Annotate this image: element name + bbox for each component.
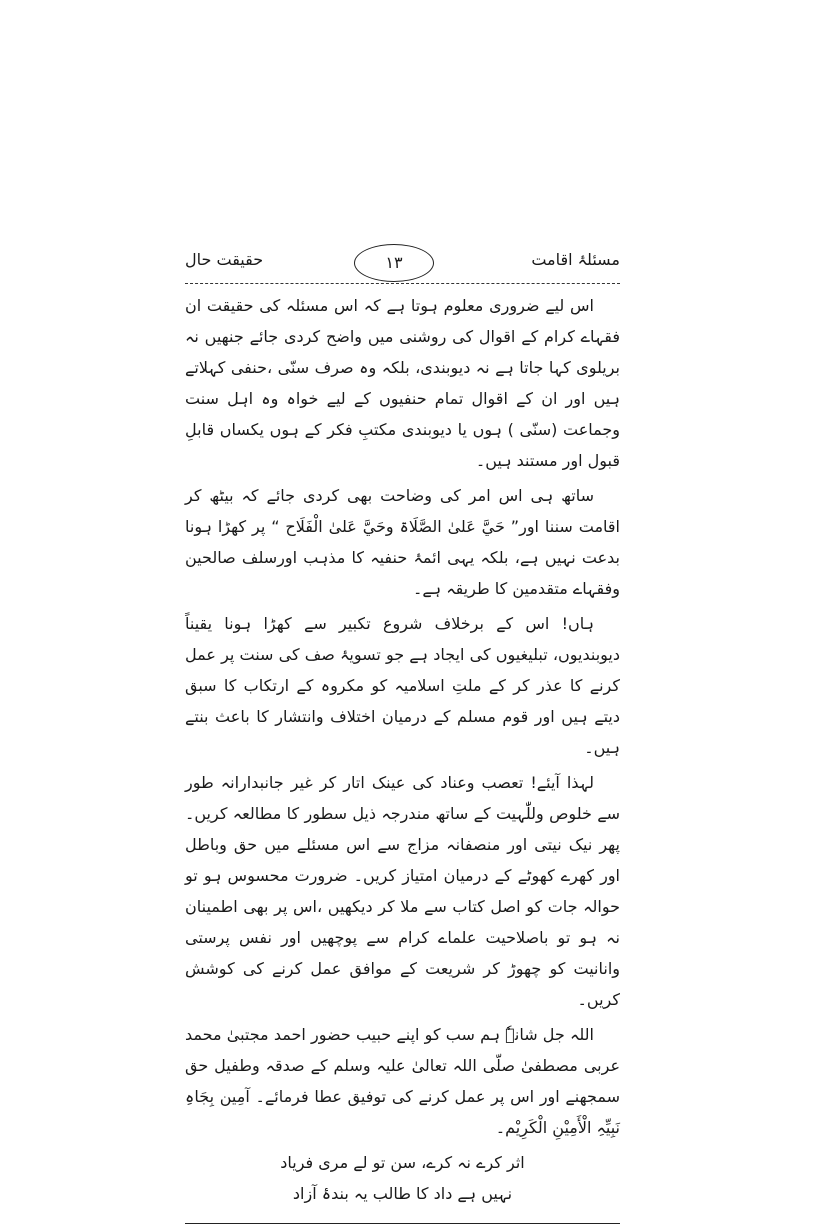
text-line: لہذا آیئے! تعصب وعناد کی عینک اتار کر غیر جانبدارانہ طور سے خلوص وللّٰہیت کے: [185, 773, 620, 823]
paragraph: [185, 290, 620, 476]
text-line: اصل کتاب سے ملا کر دیکھیں ،اس پر بھی اطمینان نہ ہو تو باصلاحیت علماے کرام سے: [185, 897, 620, 947]
text-line: علیہ وسلم کے صدقہ وطفیل حق سمجھنے اور اس پر عمل کرنے کی توفیق عطا فرمائے۔ آمِین بِجَاہِ: [185, 1056, 620, 1106]
text-line: ارتکاب کا سبق دیتے ہیں اور قوم مسلم کے درمیان اختلاف وانتشار کا باعث بنتے ہیں۔: [185, 676, 620, 757]
paragraph: [185, 480, 620, 604]
text-line: عَلیٰ الصَّلَاۃ وحَيَّ عَلیٰ الْفَلَاح “ پر کھڑا ہونا بدعت نہیں ہے، بلکہ یہی ائمۂ حنفیہ کا مذہب: [185, 517, 620, 567]
verse-line: اثر کرے نہ کرے، سن تو لے مری فریاد: [280, 1153, 525, 1172]
header-divider: [185, 283, 620, 284]
text-line: نَبِیِّہِ الْأَمِیْنِ الْکَرِیْم۔: [495, 1118, 620, 1137]
paragraph: [185, 1019, 620, 1143]
text-line: وجماعت (سنّی ) ہوں یا دیوبندی مکتبِ فکر کے ہوں یکساں قابلِ قبول اور مستند ہیں۔: [185, 420, 620, 470]
text-line: ساتھ مندرجہ ذیل سطور کا مطالعہ کریں۔ پھر نیک نیتی اور منصفانہ مزاج سے اس مسئلے میں: [185, 804, 620, 854]
page-number: ۱۳: [354, 244, 434, 282]
text-line: اقوال کی روشنی میں واضح کردی جائے جنھیں نہ بریلوی کہا جاتا ہے نہ دیوبندی، بلکہ وہ: [185, 327, 621, 377]
text-line: ایجاد ہے جو تسویۂ صف کی سنت پر عمل کرنے کا عذر کر کے ملتِ اسلامیہ کو مکروہ کے: [185, 645, 621, 695]
text-line: اورسلف صالحین وفقہاے متقدمین کا طریقہ ہے۔: [185, 548, 620, 598]
book-title: مسئلۂ اقامت: [531, 250, 620, 269]
paragraph: [185, 608, 620, 763]
text-line: اس لیے ضروری معلوم ہوتا ہے کہ اس مسئلہ کی حقیقت ان فقہاے کرام کے: [185, 296, 621, 346]
chapter-title: حقیقت حال: [185, 250, 264, 269]
text-line: ساتھ ہی اس امر کی وضاحت بھی کردی جائے کہ بیٹھ کر اقامت سننا اور” حَيَّ: [185, 486, 620, 536]
paragraph: [185, 767, 620, 1015]
text-line: حق وباطل اور کھرے کھوٹے کے درمیان امتیاز کریں۔ ضرورت محسوس ہو تو حوالہ جات کو: [185, 835, 620, 916]
text-line: ہاں! اس کے برخلاف شروع تکبیر سے کھڑا ہونا یقیناً دیوبندیوں، تبلیغیوں کی: [185, 614, 620, 664]
text-line: صرف سنّی ،حنفی کہلاتے ہیں اور ان کے اقوال تمام حنفیوں کے لیے خواہ وہ اہل سنت: [185, 358, 620, 408]
text-line: اللہ جل شانہٗ ہم سب کو اپنے حبیب حضور احمد مجتبیٰ محمد عربی مصطفیٰ صلّی اللہ تعالیٰ: [185, 1025, 620, 1075]
body-text: [185, 290, 620, 1224]
verse-line: نہیں ہے داد کا طالب یہ بندۂ آزاد: [292, 1184, 513, 1203]
text-line: پوچھیں اور نفس پرستی وانانیت کو چھوڑ کر شریعت کے موافق عمل کرنے کی کوشش کریں۔: [185, 928, 620, 1009]
